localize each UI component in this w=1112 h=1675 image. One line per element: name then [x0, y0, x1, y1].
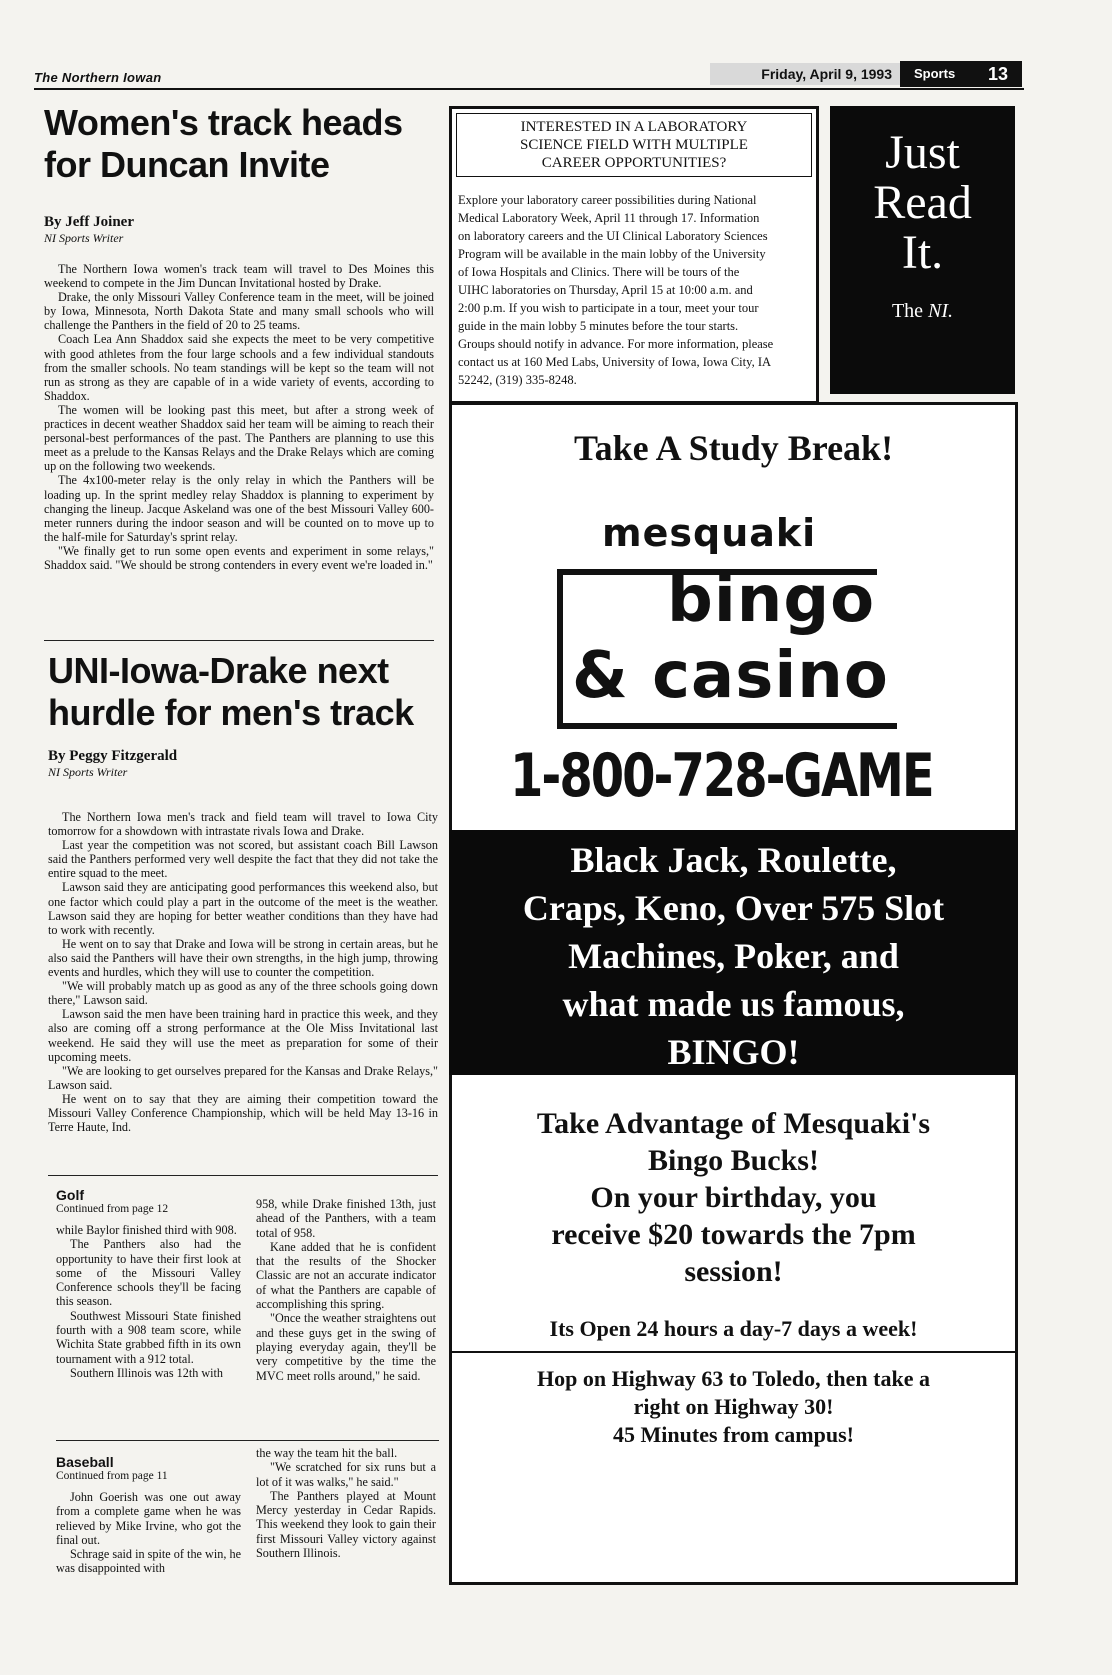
golf-brief-col1 — [56, 1187, 241, 1380]
paragraph: Lawson said the men have been training hard in practice this week, and they also are coming off a strong performance at the Ole Miss Invitational last weekend. He said they will use the meet as preparation for some of their upcoming meets. — [48, 1007, 438, 1064]
ad-line: Explore your laboratory career possibilities during National — [458, 193, 757, 207]
ad-line: contact us at 160 Med Labs, University of Iowa, Iowa City, IA — [458, 355, 772, 369]
paragraph: "We scratched for six runs but a lot of it was walks," he said." — [256, 1460, 436, 1489]
phone-wrapper — [452, 741, 1015, 831]
ad-line: session! — [684, 1255, 783, 1288]
tagline-prefix: The — [891, 300, 929, 322]
ad-heading-line: CAREER OPPORTUNITIES? — [541, 155, 727, 171]
paragraph: John Goerish was one out away from a complete game when he was relieved by Mike Irvine, who got the final out. — [56, 1490, 241, 1547]
continued-from: Continued from page 12 — [56, 1203, 169, 1215]
section-name: Sports — [914, 66, 956, 81]
laboratory-ad — [449, 106, 819, 404]
paragraph: The Panthers also had the opportunity to have their first look at some of the Missouri Valley Conference schools they'll be facing this season. — [56, 1237, 241, 1309]
ad-line: 2:00 p.m. If you wish to participate in a tour, meet your tour — [458, 301, 759, 315]
ad-line: Groups should notify in advance. For more information, please — [458, 337, 774, 351]
brief-body — [256, 1446, 436, 1560]
paragraph: the way the team hit the ball. — [256, 1446, 398, 1460]
ad-line: Hop on Highway 63 to Toledo, then take a — [536, 1366, 930, 1391]
ad-line: UIHC laboratories on Thursday, April 15 at 10:00 a.m. and — [458, 283, 753, 297]
phone-number: 1-800-728-GAME — [510, 741, 933, 811]
paragraph: while Baylor finished third with 908. — [56, 1223, 237, 1237]
section-tab — [900, 61, 1022, 87]
ad-line: Bingo Bucks! — [648, 1144, 819, 1177]
paragraph: Lawson said they are anticipating good performances this weekend also, but one factor which could play a part in the outcome of the meet is the weather. Lawson said they are hoping for better weather conditions than they have had to work with recently. — [48, 880, 438, 937]
logo-mesquaki: mesquaki — [602, 511, 817, 555]
brief-body — [56, 1223, 241, 1380]
masthead-rule — [34, 88, 1024, 90]
paragraph: The 4x100-meter relay is the only relay in which the Panthers will be loading up. In the sprint medley relay Shaddox is planning to experiment by changing the lineup. Jacque Askeland was one of the best Missouri Valley 600-meter runners during the indoor season and will be counted on to move up to the half-mile for Saturday's sprint relay. — [44, 473, 434, 544]
paragraph: The Panthers played at Mount Mercy yesterday in Cedar Rapids. This weekend they look to gain their first Missouri Valley victory against Southern Illinois. — [256, 1488, 436, 1561]
paragraph: He went on to say that Drake and Iowa will be strong in certain areas, but he also said the Panthers will have their own strengths, in the high jump, throwing events and hurdles, which they will use to counter the competition. — [48, 936, 438, 980]
paragraph: Drake, the only Missouri Valley Conference team in the meet, will be joined by Iowa, Minnesota, North Dakota State and many small schools who will challenge the Panthers in the field of 20 to 25 teams. — [44, 290, 434, 333]
brief-body — [56, 1490, 241, 1576]
paragraph: Southern Illinois was 12th with — [70, 1365, 224, 1380]
ad-line: Program will be available in the main lobby of the University — [458, 247, 766, 261]
ad-divider — [449, 1351, 1018, 1353]
ad-hours: Its Open 24 hours a day-7 days a week! — [549, 1316, 918, 1341]
ad-line: BINGO! — [667, 1032, 800, 1072]
ad-heading-line: INTERESTED IN A LABORATORY — [520, 119, 748, 135]
mesquaki-casino-ad — [449, 402, 1018, 1585]
paragraph: "We finally get to run some open events and experiment in some relays," Shaddox said. "We should be strong contenders in every event we're loaded in." — [44, 543, 434, 572]
just-read-it-ad — [830, 106, 1015, 394]
ad-line: Machines, Poker, and — [568, 936, 899, 976]
ad-line: On your birthday, you — [590, 1181, 877, 1214]
article-body — [44, 262, 434, 572]
continued-from: Continued from page 11 — [56, 1470, 168, 1482]
article-divider — [48, 1175, 438, 1176]
golf-brief-col2 — [256, 1197, 436, 1383]
ad-line: of Iowa Hospitals and Clinics. There will be tours of the — [458, 265, 740, 279]
paragraph: "Once the weather straightens out and these guys get in the swing of playing everyday again, they'll be very competitive by the time the MVC meet rolls around," he said. — [256, 1311, 436, 1383]
ad-line: right on Highway 30! — [633, 1394, 834, 1419]
paragraph: Coach Lea Ann Shaddox said she expects the meet to be very competitive with good athletes from the four large schools and a few individual standouts from the smaller schools. No team standings will be kept so the team will not run as strong as they are capable of in a wide variety of events, according to Shaddox. — [44, 332, 434, 403]
ad-line: 52242, (319) 335-8248. — [458, 373, 577, 387]
article-womens-track — [44, 102, 434, 572]
logo-frame-left — [557, 569, 563, 729]
paragraph: 958, while Drake finished 13th, just ahead of the Panthers, with a team total of 958. — [256, 1197, 436, 1240]
paragraph: The women will be looking past this meet, but after a strong week of practices in decent weather Shaddox said her team will be aiming to reach their personal-best performances of the past. The Panthers are planning to use this meet as a prelude to the Kansas Relays and the Drake Relays which are coming up on the following two weekends. — [44, 402, 434, 474]
paragraph: "We will probably match up as good as any of the three schools going down there," Lawson said. — [48, 979, 438, 1008]
byline: By Jeff Joiner — [44, 214, 134, 230]
logo-bingo: bingo — [667, 563, 876, 637]
brief-body — [256, 1197, 436, 1383]
brief-title: Golf — [56, 1187, 84, 1203]
ad-heading-line: SCIENCE FIELD WITH MULTIPLE — [520, 137, 748, 153]
ad-line: receive $20 towards the 7pm — [551, 1218, 916, 1251]
tagline-ni: NI. — [928, 300, 954, 322]
baseball-brief-col2 — [256, 1446, 436, 1560]
publication-name: The Northern Iowan — [34, 70, 162, 85]
ad-line: 45 Minutes from campus! — [613, 1422, 854, 1447]
ad-line: Just — [885, 126, 960, 179]
paragraph: "We are looking to get ourselves prepared for the Kansas and Drake Relays," Lawson said. — [48, 1063, 438, 1092]
issue-date: Friday, April 9, 1993 — [710, 63, 900, 85]
ad-line: Black Jack, Roulette, — [570, 840, 897, 880]
article-body — [48, 810, 438, 1134]
brief-divider — [56, 1440, 439, 1441]
paragraph: Schrage said in spite of the win, he was disappointed with — [56, 1547, 241, 1576]
paragraph: He went on to say that they are aiming their competition toward the Missouri Valley Conference Championship, which will be held May 13-16 in Terre Haute, Ind. — [48, 1091, 438, 1135]
paragraph: Kane added that he is confident that the results of the Shocker Classic are not an accurate indicator of what the Panthers are capable of accomplishing this spring. — [256, 1239, 436, 1312]
article-mens-track — [48, 650, 438, 1134]
byline-role: NI Sports Writer — [48, 765, 128, 779]
article-divider — [44, 640, 434, 641]
byline-role: NI Sports Writer — [44, 231, 124, 245]
casino-logo — [452, 511, 1015, 741]
byline: By Peggy Fitzgerald — [48, 748, 178, 764]
headline: Women's track heads for Duncan Invite — [44, 102, 403, 185]
ad-heading-box — [456, 113, 812, 177]
ad-body — [452, 181, 816, 389]
paragraph: The Northern Iowa men's track and field team will travel to Iowa City tomorrow for a showdown with intrastate rivals Iowa and Drake. — [48, 810, 438, 839]
ad-line: Medical Laboratory Week, April 11 through 17. Information — [458, 211, 760, 225]
paragraph: The Northern Iowa women's track team will travel to Des Moines this weekend to compete in the Jim Duncan Invitational hosted by Drake. — [44, 262, 434, 291]
logo-casino: & casino — [572, 639, 889, 713]
brief-title: Baseball — [56, 1454, 114, 1470]
ad-line: Read — [873, 176, 972, 229]
bingo-bucks — [452, 1105, 1015, 1342]
directions — [452, 1365, 1015, 1449]
headline: UNI-Iowa-Drake next hurdle for men's track — [48, 650, 414, 733]
ad-line: Craps, Keno, Over 575 Slot — [522, 888, 945, 928]
logo-frame-bottom — [557, 723, 897, 729]
ad-line: on laboratory careers and the UI Clinical Laboratory Sciences — [458, 229, 768, 243]
ad-headline: Take A Study Break! — [573, 428, 894, 468]
paragraph: Southwest Missouri State finished fourth with a 908 team score, while Wichita State grabbed fifth in its own tournament with a 912 total. — [56, 1308, 241, 1366]
paragraph: Last year the competition was not scored, but assistant coach Bill Lawson said the Panthers performed very well despite the fact that they did not take the entire squad to the meet. — [48, 838, 438, 881]
page-number: 13 — [987, 64, 1008, 84]
ad-line: what made us famous, — [562, 984, 905, 1024]
ad-line: guide in the main lobby 5 minutes before the tour starts. — [458, 319, 739, 333]
ad-tagline — [830, 300, 1015, 323]
ad-line: It. — [901, 226, 944, 279]
ad-line: Take Advantage of Mesquaki's — [536, 1107, 931, 1140]
baseball-brief-col1 — [56, 1454, 241, 1576]
games-panel — [449, 830, 1018, 1075]
